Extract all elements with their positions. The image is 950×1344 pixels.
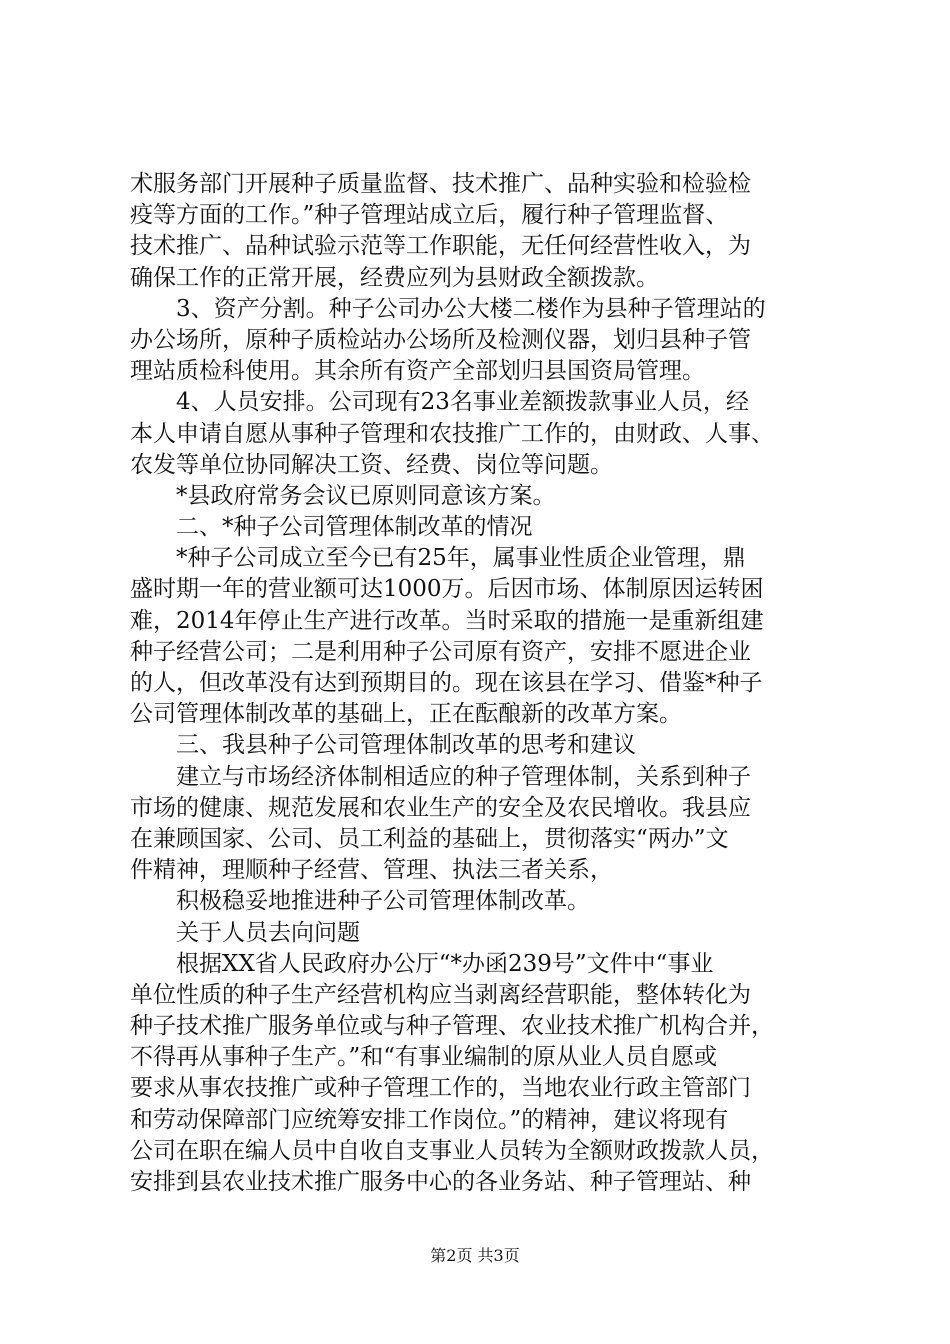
- text-line: 件精神，理顺种子经营、管理、执法三者关系，: [130, 857, 613, 884]
- text-line: 二、*种子公司管理体制改革的情况: [176, 514, 533, 541]
- text-line: 安排到县农业技术推广服务中心的各业务站、种子管理站、种: [130, 1169, 751, 1195]
- text-line: 的人，但改革没有达到预期目的。现在该县在学习、借鉴*种子: [130, 670, 763, 696]
- text-line: 本人申请自愿从事种子管理和农技推广工作的，由财政、人事、: [130, 420, 774, 447]
- text-line: 4、人员安排。公司现有23名事业差额拨款事业人员，经: [176, 389, 749, 416]
- text-line: 关于人员去向问题: [176, 919, 360, 946]
- text-line: 办公场所，原种子质检站办公场所及检测仪器，划归县种子管: [130, 326, 751, 353]
- text-line: 不得再从事种子生产。”和“有事业编制的原从业人员自愿或: [130, 1044, 718, 1071]
- text-line: 术服务部门开展种子质量监督、技术推广、品种实验和检验检: [130, 171, 751, 197]
- text-line: 种子经营公司；二是利用种子公司原有资产，安排不愿进企业: [130, 638, 751, 665]
- text-line: 农发等单位协同解决工资、经费、岗位等问题。: [130, 451, 613, 478]
- text-line: *种子公司成立至今已有25年，属事业性质企业管理，鼎: [176, 545, 746, 572]
- text-line: 三、我县种子公司管理体制改革的思考和建议: [176, 732, 636, 759]
- text-line: 确保工作的正常开展，经费应列为县财政全额拨款。: [130, 264, 659, 291]
- text-line: 盛时期一年的营业额可达1000万。后因市场、体制原因运转困: [130, 576, 764, 603]
- text-line: 理站质检科使用。其余所有资产全部划归县国资局管理。: [130, 358, 705, 385]
- text-line: 积极稳妥地推进种子公司管理体制改革。: [176, 888, 590, 915]
- text-line: 种子技术推广服务单位或与种子管理、农业技术推广机构合并，: [130, 1013, 774, 1040]
- text-line: 市场的健康、规范发展和农业生产的安全及农民增收。我县应: [130, 794, 751, 821]
- text-line: 公司管理体制改革的基础上，正在酝酿新的改革方案。: [130, 701, 682, 728]
- text-line: 单位性质的种子生产经营机构应当剥离经营职能，整体转化为: [130, 981, 751, 1008]
- text-line: 建立与市场经济体制相适应的种子管理体制，关系到种子: [176, 763, 751, 790]
- text-line: 在兼顾国家、公司、员工利益的基础上，贯彻落实“两办”文: [130, 825, 729, 852]
- text-line: 根据XX省人民政府办公厅“*办函239号”文件中“事业: [176, 950, 714, 977]
- text-line: 要求从事农技推广或种子管理工作的，当地农业行政主管部门: [130, 1075, 751, 1102]
- text-line: 公司在职在编人员中自收自支事业人员转为全额财政拨款人员，: [130, 1137, 774, 1164]
- text-line: 3、资产分割。种子公司办公大楼二楼作为县种子管理站的: [176, 295, 766, 322]
- page-footer: 第2页 共3页: [430, 1246, 520, 1265]
- text-line: *县政府常务会议已原则同意该方案。: [176, 482, 556, 509]
- text-line: 难，2014年停止生产进行改革。当时采取的措施一是重新组建: [130, 607, 764, 634]
- text-line: 和劳动保障部门应统筹安排工作岗位。”的精神，建议将现有: [130, 1106, 729, 1133]
- document-body: [130, 169, 835, 1198]
- text-line: 技术推广、品种试验示范等工作职能，无任何经营性收入，为: [130, 233, 751, 260]
- text-line: 疫等方面的工作。”种子管理站成立后，履行种子管理监督、: [130, 202, 729, 229]
